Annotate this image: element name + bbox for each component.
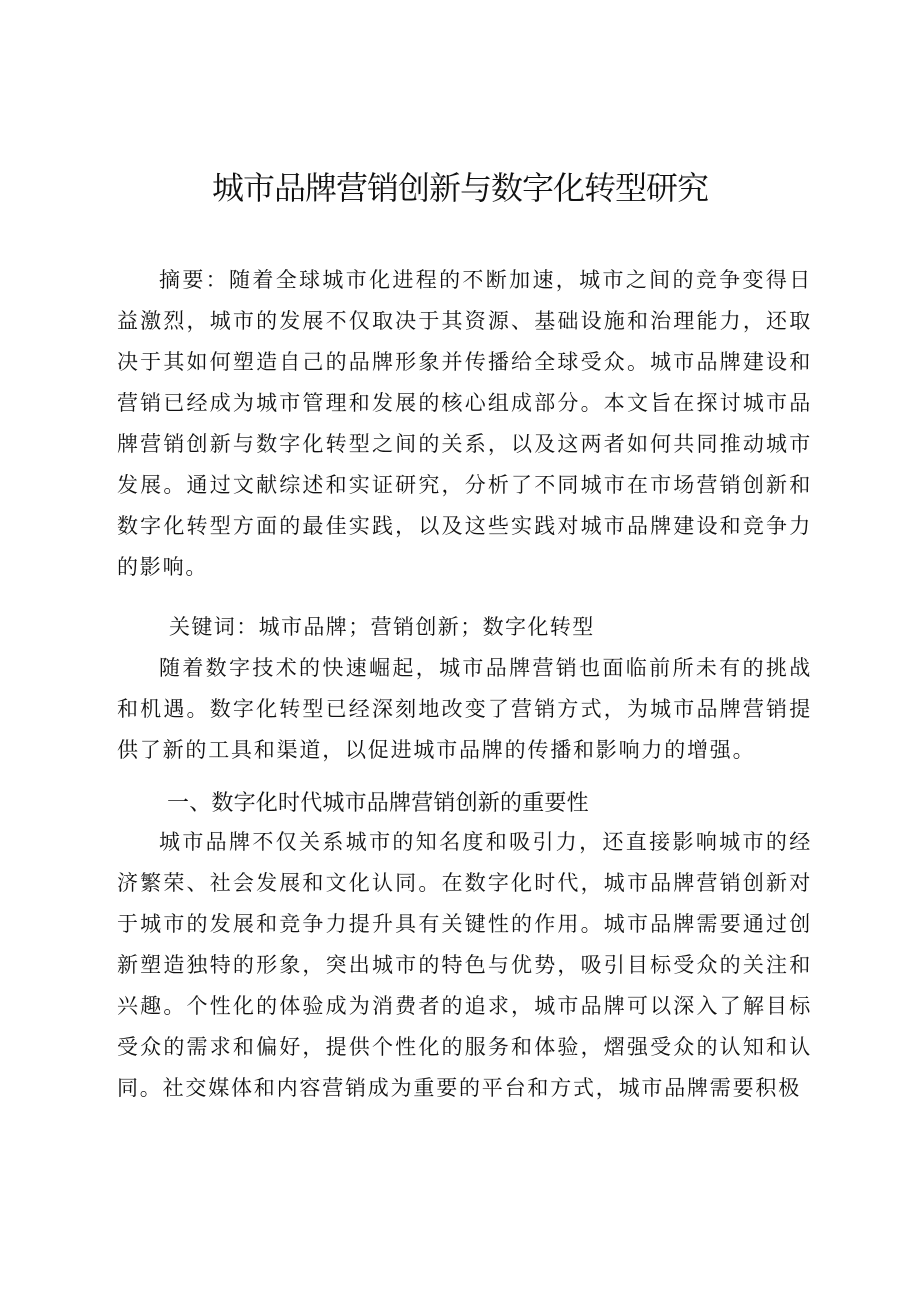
- section-paragraph: 城市品牌不仅关系城市的知名度和吸引力，还直接影响城市的经济繁荣、社会发展和文化认同。在数字化时代，城市品牌营销创新对于城市的发展和竞争力提升具有关键性的作用。城市品牌需要通过创新塑造独特的形象，突出城市的特色与优势，吸引目标受众的关注和兴趣。个性化的体验成为消费者的追求，城市品牌可以深入了解目标受众的需求和偏好，提供个性化的服务和体验，熠强受众的认知和认同。社交媒体和内容营销成为重要的平台和方式，城市品牌需要积极: [117, 830, 812, 1100]
- section-heading: 一、数字化时代城市品牌营销创新的重要性: [167, 791, 589, 816]
- document-title: 城市品牌营销创新与数字化转型研究: [211, 169, 708, 207]
- intro-paragraph: 随着数字技术的快速崛起，城市品牌营销也面临前所未有的挑战和机遇。数字化转型已经深刻地改变了营销方式，为城市品牌营销提供了新的工具和渠道，以促进城市品牌的传播和影响力的增强。: [117, 656, 812, 762]
- abstract-paragraph: 摘要：随着全球城市化进程的不断加速，城市之间的竞争变得日益激烈，城市的发展不仅取决于其资源、基础设施和治理能力，还取决于其如何塑造自己的品牌形象并传播给全球受众。城市品牌建设和营销已经成为城市管理和发展的核心组成部分。本文旨在探讨城市品牌营销创新与数字化转型之间的关系，以及这两者如何共同推动城市发展。通过文献综述和实证研究，分析了不同城市在市场营销创新和数字化转型方面的最佳实践，以及这些实践对城市品牌建设和竞争力的影响。: [117, 268, 812, 579]
- keywords-line: 关键词：城市品牌；营销创新；数字化转型: [169, 615, 595, 639]
